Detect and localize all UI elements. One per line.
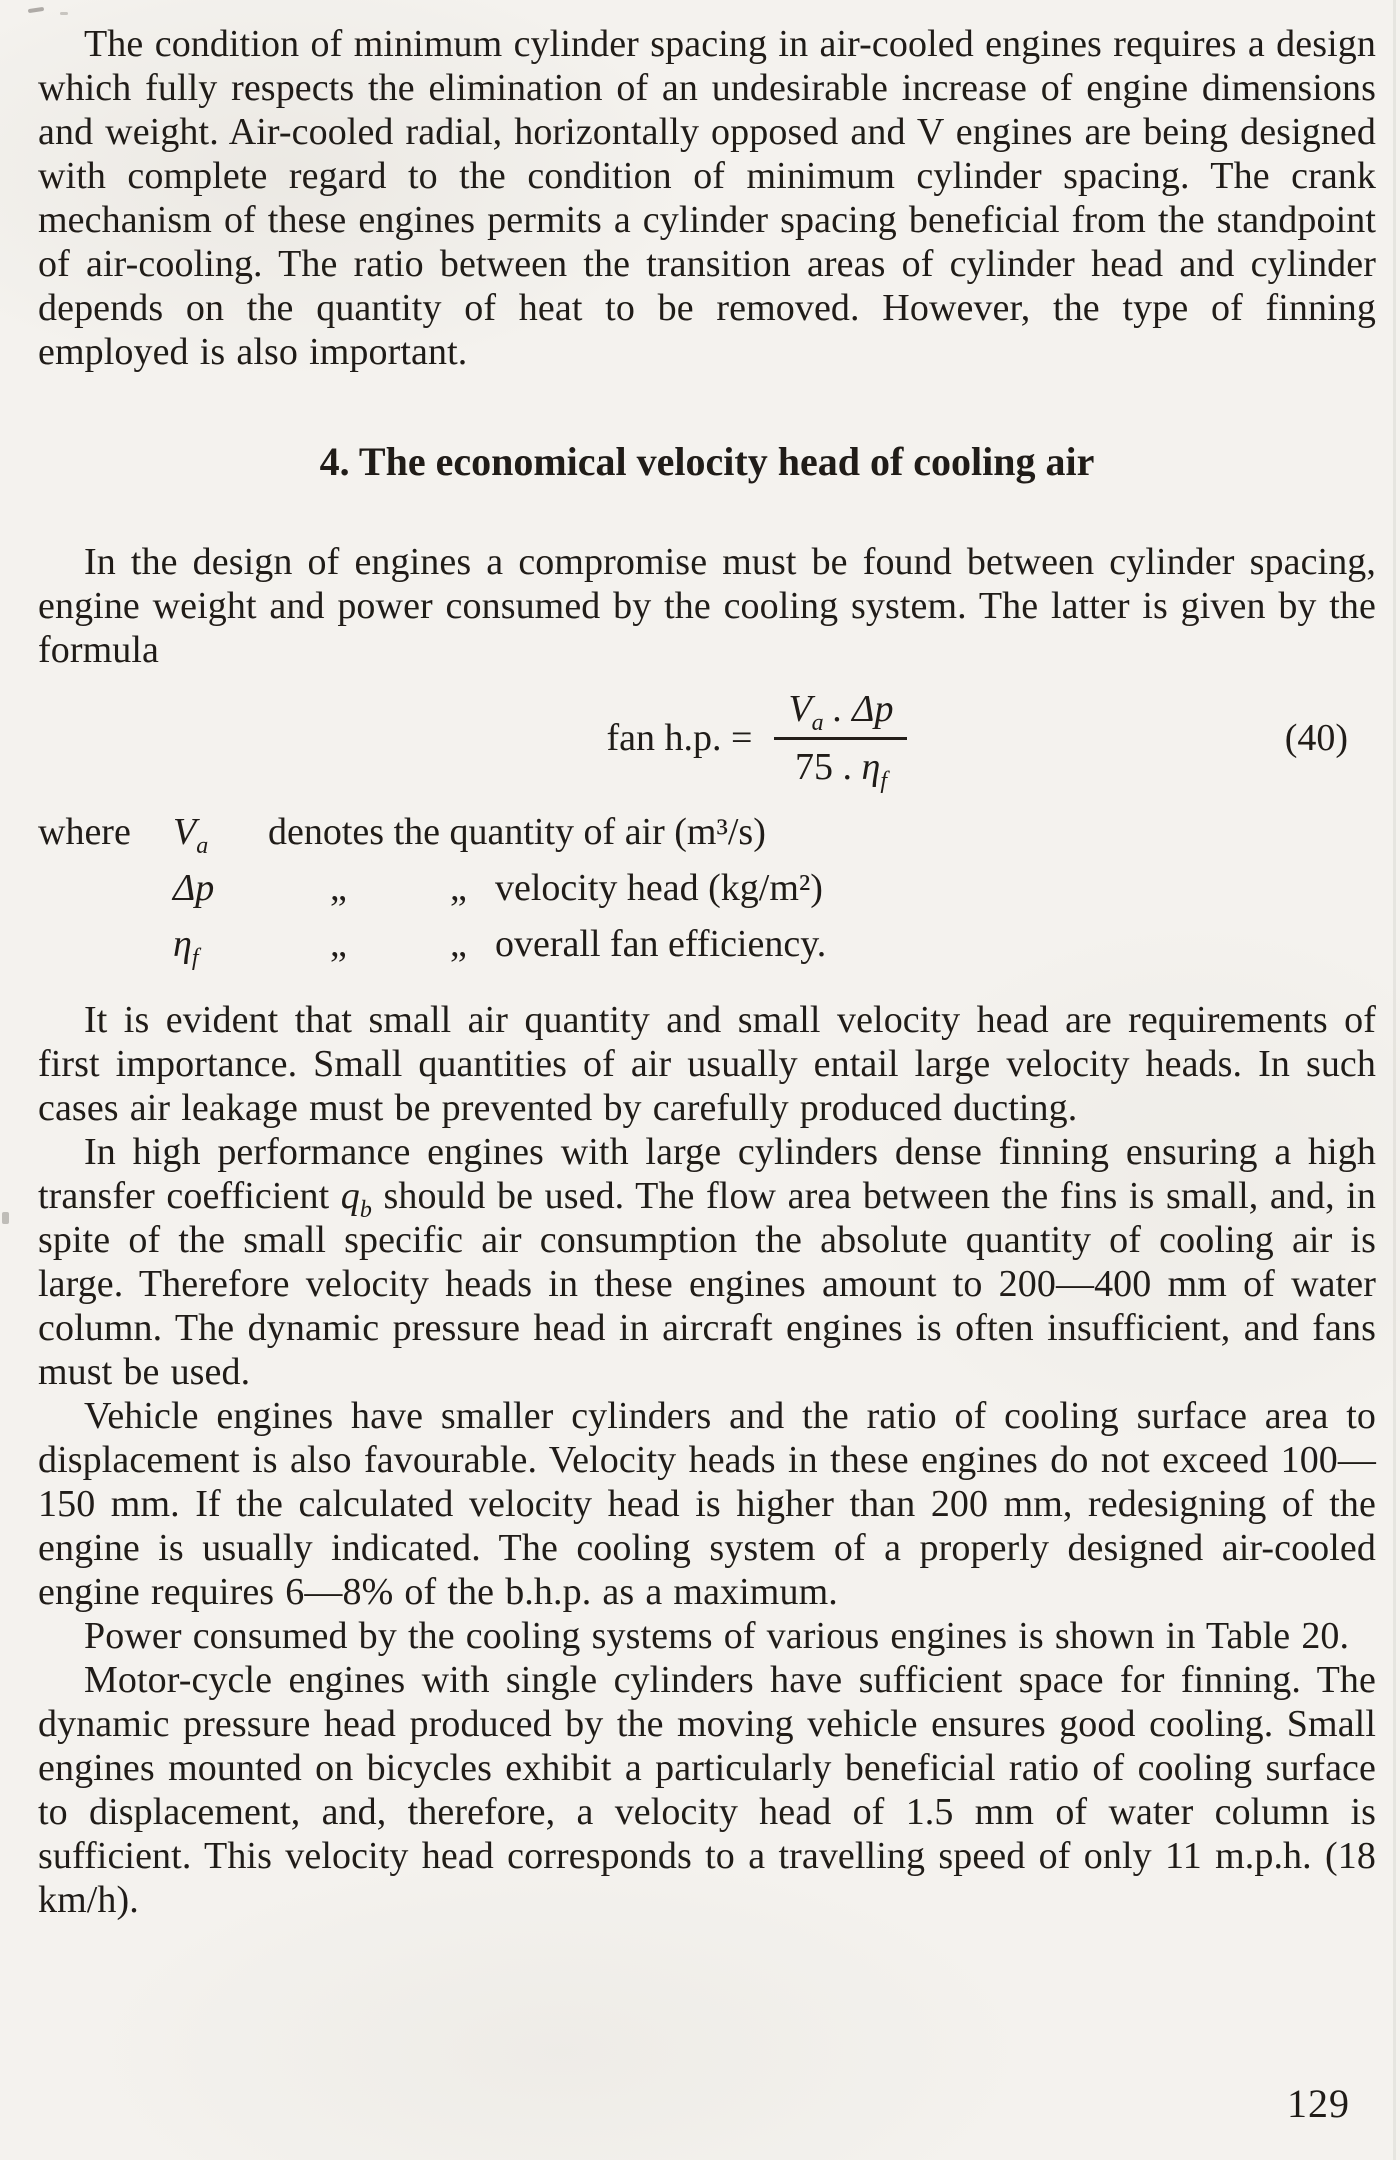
paragraph-table-reference: Power consumed by the cooling systems of various engines is shown in Table 20.: [84, 1615, 1350, 1657]
paragraph-high-performance: In high performance engines with large cylinders dense finning ensuring a high transfer coefficient $q_b$ should be used. The flow area between the fins is small, and, in spite of the small specific air consumption the absolute quantity of cooling air is large. Therefore velocity heads in these engines amount to 200—400 mm of water column. The dynamic pressure head in aircraft engines is often insufficient, and fans must be used.: [38, 1131, 1376, 1393]
symbol-description: overall fan efficiency.: [495, 923, 827, 965]
fraction-denominator: [794, 740, 887, 794]
scan-edge-shadow: [1393, 0, 1396, 2160]
symbol-delta-p: Δp: [173, 867, 215, 909]
where-label: where: [38, 811, 131, 853]
paragraph-vehicle-engines: Vehicle engines have smaller cylinders and the ratio of cooling surface area to displacement is also favourable. Velocity heads in these engines do not exceed 100—150 mm. If the calculated velocity head is higher than 200 mm, redesigning of the engine is usually indicated. The cooling system of a properly designed air-cooled engine requires 6—8% of the b.h.p. as a maximum.: [38, 1395, 1376, 1613]
denominator-constant: 75 .: [794, 746, 862, 788]
paragraph-compromise: In the design of engines a compromise must be found between cylinder spacing, engine weight and power consumed by the cooling system. The latter is given by the formula: [38, 541, 1376, 671]
equation-40: [38, 686, 1376, 794]
text-column: [38, 22, 1376, 1922]
symbol-definition-row: [38, 866, 1376, 922]
symbol-Va: $V_a$: [173, 811, 209, 859]
symbol-definitions: [38, 810, 1376, 978]
symbol-qb-subscript: b: [359, 1197, 372, 1223]
symbol-description: velocity head (kg/m²): [495, 867, 823, 909]
equation-number: (40): [1284, 717, 1348, 759]
symbol-Va-subscript: a: [811, 710, 824, 736]
symbol-definition-row: [38, 922, 1376, 978]
symbol-qb: q: [340, 1175, 360, 1217]
scan-artifact: [60, 12, 68, 15]
equation-body: [88, 686, 1400, 794]
ditto-mark: „: [330, 923, 347, 965]
symbol-eta-f: $\eta_f$: [173, 923, 199, 971]
section-heading: 4. The economical velocity head of cooling air: [319, 439, 1095, 484]
symbol-description: denotes the quantity of air (m³/s): [268, 811, 766, 853]
symbol-definition-row: [38, 810, 1376, 866]
paragraph-cylinder-spacing: The condition of minimum cylinder spacing in air-cooled engines requires a design which fully respects the elimination of an undesirable increase of engine dimensions and weight. Air-cooled radial, horizontally opposed and V engines are being designed with complete regard to the condition of minimum cylinder spacing. The crank mechanism of these engines permits a cylinder spacing beneficial from the standpoint of air-cooling. The ratio between the transition areas of cylinder head and cylinder depends on the quantity of heat to be removed. However, the type of finning employed is also important.: [38, 23, 1376, 373]
fraction-numerator: [774, 687, 907, 740]
fraction: [774, 687, 907, 794]
symbol-delta-p: . Δp: [823, 688, 894, 730]
scan-artifact: [28, 7, 44, 13]
scan-artifact: [2, 1212, 9, 1224]
ditto-mark: „: [450, 923, 467, 965]
symbol-eta-subscript: f: [880, 768, 887, 794]
paragraph-requirements: It is evident that small air quantity and small velocity head are requirements of first importance. Small quantities of air usually entail large velocity heads. In such cases air leakage must be prevented by carefully produced ducting.: [38, 999, 1376, 1129]
page-number: 129: [1287, 2081, 1350, 2126]
ditto-mark: „: [330, 867, 347, 909]
paragraph-motorcycle: Motor-cycle engines with single cylinders have sufficient space for finning. The dynamic pressure head produced by the moving vehicle ensures good cooling. Small engines mounted on bicycles exhibit a particularly beneficial ratio of cooling surface to displacement, and, therefore, a velocity head of 1.5 mm of water column is sufficient. This velocity head corresponds to a travelling speed of only 11 m.p.h. (18 km/h).: [38, 1659, 1376, 1921]
ditto-mark: „: [450, 867, 467, 909]
equation-lhs: fan h.p. =: [606, 717, 753, 759]
symbol-Va: V: [788, 688, 812, 730]
symbol-eta: η: [861, 746, 881, 788]
